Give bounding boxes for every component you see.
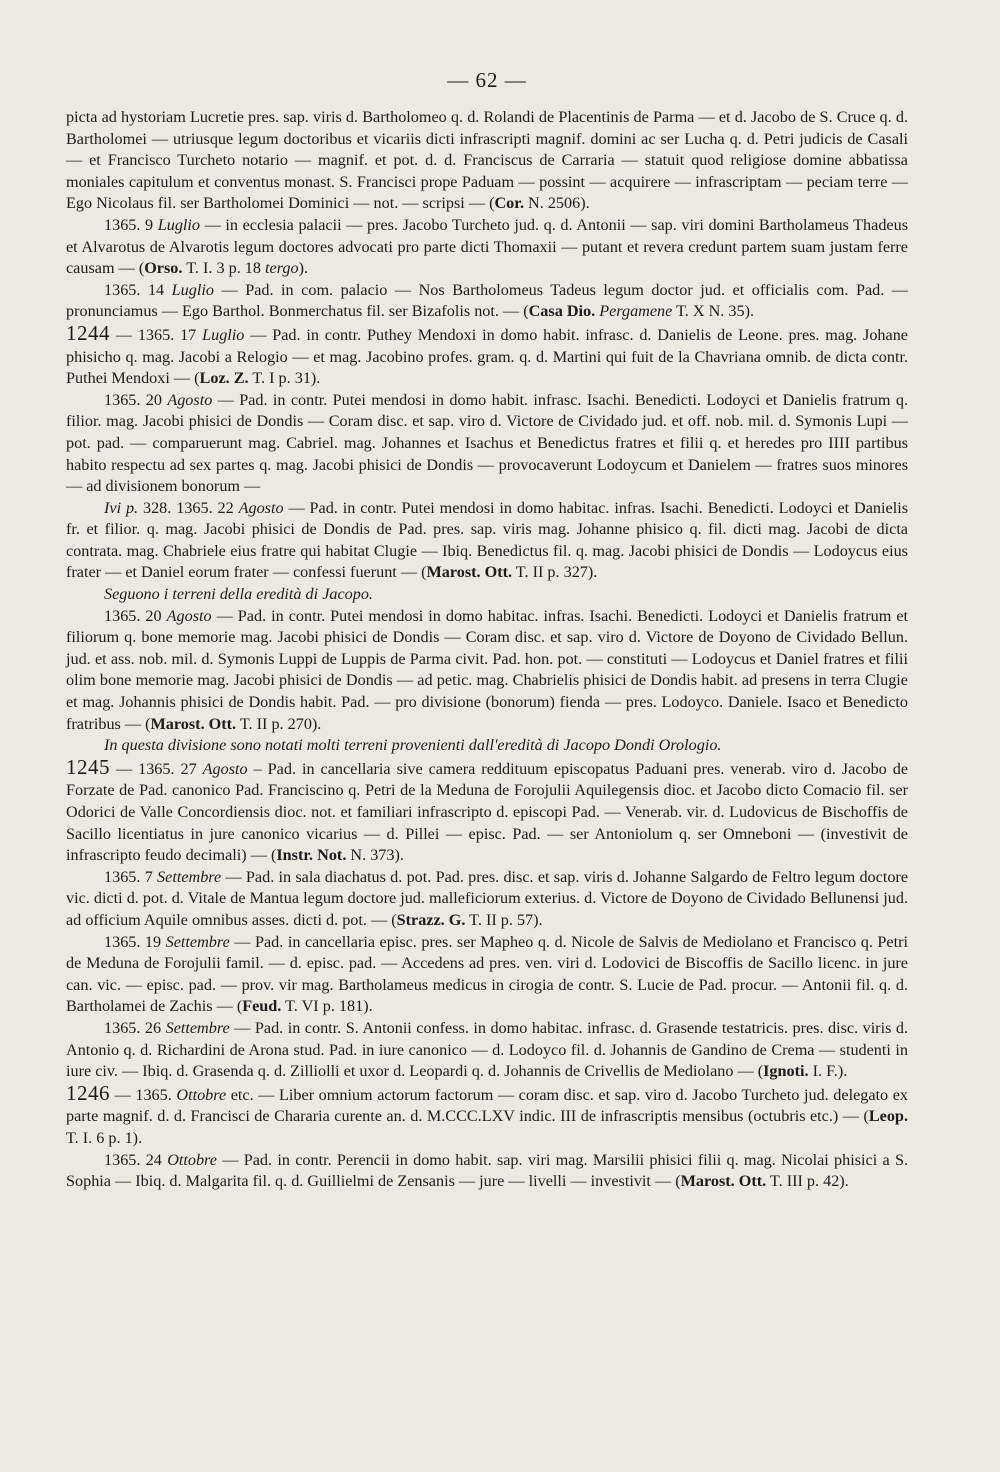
source-reference: Feud. <box>242 997 282 1016</box>
text-run: 1365. 20 <box>104 390 168 409</box>
document-entry <box>66 215 908 280</box>
text-run: T. I p. 31). <box>248 369 321 388</box>
text-run: 1365. 14 <box>104 280 172 299</box>
text-run: T. III p. 42). <box>766 1172 849 1191</box>
text-run: 1365. 9 <box>104 215 158 234</box>
italic-text: Agosto <box>202 759 248 778</box>
italic-text: Ottobre <box>167 1150 217 1169</box>
italic-text: Settembre <box>165 1018 230 1037</box>
italic-text: Seguono i terreni della eredità di Jacopo. <box>104 585 373 604</box>
text-run: T. VI p. 181). <box>281 997 373 1016</box>
text-run: N. 2506). <box>524 194 590 213</box>
text-run: ). <box>298 259 309 278</box>
italic-text: Pergamene <box>599 302 673 321</box>
source-reference: Orso. <box>144 259 183 278</box>
text-run: N. 373). <box>346 846 404 865</box>
text-run: T. II p. 327). <box>512 563 598 582</box>
text-run: etc. — Liber omnium actorum factorum — coram disc. et sap. viro d. Jacobo Turcheto jud. delegato ex parte magnif. d. d. Francisci de Chararia curente an. d. M.CCC.LXV indic. III de infrascriptis mensibus (octubris etc.) — ( <box>66 1085 909 1126</box>
text-run: — Pad. in contr. Puthey Mendoxi in domo habit. infrasc. d. Danielis de Leone. pres. mag. Johane phisicho q. mag. Jacobi a Relogio — et mag. Jacobino profes. gram. q. d. Martini qui fuit de la Chavriana omnib. de dicta contr. Puthei Mendoxi — ( <box>66 325 908 388</box>
text-run: 1365. 20 <box>104 606 167 625</box>
document-entry <box>66 498 908 584</box>
document-entry <box>66 390 908 498</box>
text-run: — Pad. in contr. S. Antonii confess. in domo habitac. infrasc. d. Grasende testatricis. pres. disc. viris d. Antonio q. d. Richardini de Arona stud. Pad. in iure canonico — d. Lodoyco fil. d. Johannis de Gandino de Crema — studenti in iure civ. — Ibiq. d. Grasenda q. d. Zilliolli et uxor d. Leopardi q. d. Johannis de Crivellis de Mediolano — ( <box>66 1018 909 1081</box>
text-run: — Pad. in cancellaria episc. pres. ser Mapheo q. d. Nicole de Salvis de Mediolano et Francisco q. Petri de Meduna de Forojulii famil. — d. episc. pad. — Accedens ad pres. ven. viri d. Lodovici de Biscoffis de Sacillo licenc. in jure can. vic. — episc. pad. — prov. vir mag. Bartholameus medicus in cirogia de contr. S. Lucie de Pad. procur. — Antonii fil. q. d. Bartholamei de Zachis — ( <box>66 932 908 1016</box>
text-run: — Pad. in sala diachatus d. pot. Pad. pres. disc. et sap. viris d. Johanne Salgardo de Feltro legum doctore vic. dicti d. pot. d. Vitale de Mantua legum doctore jud. malleficiorum exterius. d. Victore de Doyono de Cividado Bellunensi jud. ad officium Aquile omnibus asses. dicti d. pot. — ( <box>66 867 908 929</box>
text-run: I. F.). <box>808 1062 848 1081</box>
text-run: T. II p. 57). <box>465 910 543 929</box>
text-run: — Pad. in contr. Putei mendosi in domo habitac. infras. Isachi. Benedicti. Lodoyci et Danielis fratrum et filiorum q. bone memorie mag. Jacobi phisici de Dondis — Coram disc. et sap. viro d. Victore de Doyono de Cividado Bellun. jud. et ass. nob. mil. d. Symonis Luppi de Luppis de Parma civit. Pad. hon. pot. — constituti — Lodoycus et Daniel fratres et filii olim bone memorie mag. Jacobi phisici de Dondis — ad petic. mag. Chabrielis phisici de Dondis habit. ad presens in terra Clugie et mag. Johannis phisici de Dondis habit. Pad. — pro divisione (bonorum) fienda — pres. Lodoyco. Daniele. Isaco et Benedicto fratribus — ( <box>66 606 909 733</box>
italic-text: Settembre <box>157 867 222 886</box>
text-run: T. X N. 35). <box>672 302 755 321</box>
text-run: picta ad hystoriam Lucretie pres. sap. viris d. Bartholomeo q. d. Rolandi de Placentinis de Parma — et d. Jacobo de S. Cruce q. d. Bartholomei — utriusque legum doctoribus et vicariis dicti infrascripti magnif. domini ac ser Lucha q. d. Petri judicis de Casali — et Francisco Turcheto notario — magnif. et pot. d. d. Franciscus de Carraria — statuit quod religiose domine abbatissa moniales capitulum et conventus monast. S. Francisci prope Paduam — possint — acquirere — infrascriptam — peciam terre — Ego Nicolaus fil. ser Bartholomei Dominici — not. — scripsi — ( <box>66 108 908 213</box>
entry-number: 1244 <box>66 320 110 345</box>
source-reference: Marost. Ott. <box>680 1172 767 1191</box>
italic-text: Agosto <box>166 606 212 625</box>
document-entry <box>66 754 908 867</box>
text-run: 1365. 24 <box>104 1150 168 1169</box>
italic-text: tergo <box>265 259 299 278</box>
source-reference: Cor. <box>494 194 524 213</box>
document-entry <box>66 1080 909 1150</box>
italic-text: Agosto <box>238 498 284 517</box>
text-run: T. I. 6 p. 1). <box>66 1128 143 1147</box>
text-run: 1365. 26 <box>104 1018 166 1037</box>
text-run: 1365. 7 <box>104 867 158 886</box>
document-entry <box>66 867 908 932</box>
document-entry <box>66 1018 908 1083</box>
text-run: — 1365. 27 <box>110 759 203 778</box>
entry-number: 1246 <box>66 1080 110 1105</box>
source-reference: Casa Dio. <box>528 302 596 321</box>
italic-text: In questa divisione sono notati molti terreni provenienti dall'eredità di Jacopo Dondi Orologio. <box>104 736 722 755</box>
document-entry <box>66 280 908 323</box>
document-entry <box>66 320 908 390</box>
text-run: 328. 1365. 22 <box>138 498 239 517</box>
source-reference: Instr. Not. <box>276 846 347 865</box>
page-number: — 62 — <box>447 68 527 92</box>
source-reference: Strazz. G. <box>396 910 466 929</box>
text-run: — in ecclesia palacii — pres. Jacobo Turcheto jud. q. d. Antonii — sap. viri domini Bartholameus Thadeus et Alvarotus de Alvarotis legum doctores advocati pro parte dicti Thomaxii — putant et revera credunt partem suam justam ferre causam — ( <box>66 215 908 278</box>
text-run: T. II p. 270). <box>236 714 322 733</box>
text-run: T. I. 3 p. 18 <box>182 259 266 278</box>
text-run: — Pad. in contr. Perencii in domo habit. sap. viri mag. Marsilii phisici filii q. mag. Nicolai phisici a S. Sophia — Ibiq. d. Malgarita fil. q. d. Guillielmi de Zensanis — jure — livelli — investivit — ( <box>66 1150 909 1191</box>
text-run: 1365. 19 <box>104 932 166 951</box>
source-reference: Marost. Ott. <box>426 563 513 582</box>
italic-text: Ivi p. <box>104 498 139 517</box>
document-entry <box>66 606 908 736</box>
editor-note <box>66 735 908 757</box>
italic-text: Agosto <box>167 390 213 409</box>
document-entry <box>66 932 908 1018</box>
italic-text: Ottobre <box>176 1085 227 1104</box>
source-reference: Leop. <box>868 1107 908 1126</box>
document-entry <box>66 107 908 215</box>
text-run: – Pad. in cancellaria sive camera reddituum episcopatus Paduani pres. venerab. viro d. Jacobo de Forzate de Pad. canonico Pad. Franciscino q. Petri de la Meduna de Forojulii Aquilegensis dioc. et Jacobo dicto Comacio fil. ser Odorici de Valle Concordiensis dioc. not. et familiari infrascripto d. episcopi Pad. — Venerab. vir. d. Ludovicus de Bischoffis de Sacillo licentiatus in jure canonico vicarius — d. Pillei — episc. Pad. — ser Antoniolum q. ser Omneboni — (investivit de infrascripto feudo decimali) — ( <box>66 759 908 865</box>
text-run: — Pad. in com. palacio — Nos Bartholomeus Tadeus legum doctor jud. et officialis com. Pad. — pronunciamus — Ego Barthol. Bonmerchatus fil. ser Bizafolis not. — ( <box>66 280 908 321</box>
text-run: — 1365. <box>110 1085 177 1104</box>
italic-text: Luglio <box>202 325 245 344</box>
source-reference: Ignoti. <box>763 1062 809 1081</box>
text-run: — Pad. in contr. Putei mendosi in domo habit. infrasc. Isachi. Benedicti. Lodoyci et Danielis fratrum q. filior. mag. Jacobi phisici de Dondis — Coram disc. et sap. viro d. Victore de Cividado jud. et off. nob. mil. d. Symonis Lupi — pot. pad. — comparuerunt mag. Cabriel. mag. Johannes et Isachus et Benedictus fratres et filii q. et heredes pro IIII partibus habito respectu ad sex partes q. mag. Jacobi phisici de Dondis — provocaverunt Lodoycum et Danielem — fratres suos minores — ad divisionem bonorum — <box>66 390 908 496</box>
text-run: — Pad. in contr. Putei mendosi in domo habitac. infras. Isachi. Benedicti. Lodoyci et Danielis fr. et filior. q. mag. Jacobi phisici de Dondis de Pad. pres. sap. viris mag. Johanne phisico q. fil. dicti mag. Jacobi de dicta contrata. mag. Chabriele eius fratre qui habitat Clugie — Ibiq. Benedictus fil. q. mag. Jacobi phisici de Dondis — Lodoycus eius frater — et Daniel eorum frater — confessi fuerunt — ( <box>66 498 909 582</box>
document-entry <box>66 1150 908 1193</box>
editor-note <box>66 584 908 606</box>
source-reference: Loz. Z. <box>199 369 249 388</box>
italic-text: Luglio <box>171 280 214 299</box>
text-run: — 1365. 17 <box>110 325 203 344</box>
italic-text: Luglio <box>157 215 201 234</box>
italic-text: Settembre <box>165 932 230 951</box>
source-reference: Marost. Ott. <box>150 714 237 733</box>
body-text <box>66 107 908 1193</box>
entry-number: 1245 <box>66 754 110 779</box>
